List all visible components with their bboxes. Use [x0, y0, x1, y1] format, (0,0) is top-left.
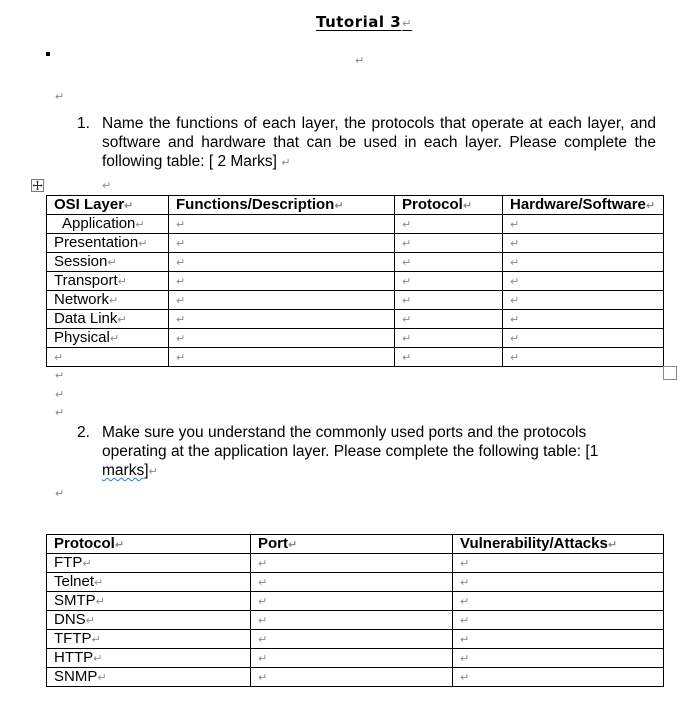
table-cell[interactable] — [169, 348, 395, 367]
paragraph-mark: ↵ — [148, 465, 158, 478]
table-cell[interactable] — [169, 215, 395, 234]
cell-mark: ↵ — [510, 351, 520, 364]
table-row — [47, 253, 664, 272]
cell-mark: ↵ — [176, 294, 186, 307]
cell-mark: ↵ — [114, 538, 125, 551]
cell-mark: ↵ — [288, 538, 298, 551]
cell-mark: ↵ — [94, 576, 104, 589]
table-cell[interactable]: Telnet↵ — [47, 573, 251, 592]
cell-mark: ↵ — [97, 671, 107, 684]
cell-mark: ↵ — [117, 313, 127, 326]
header-cell[interactable]: Functions/Description↵ — [169, 196, 395, 215]
cell-mark: ↵ — [258, 614, 268, 627]
table-cell[interactable]: SNMP↵ — [47, 668, 251, 687]
table-cell[interactable] — [503, 272, 664, 291]
cell-mark: ↵ — [402, 218, 412, 231]
table-cell[interactable] — [47, 348, 169, 367]
table-cell[interactable] — [251, 554, 453, 573]
table-cell[interactable]: Transport↵ — [47, 272, 169, 291]
cell-mark: ↵ — [135, 218, 145, 231]
table-cell[interactable]: Presentation↵ — [47, 234, 169, 253]
table-row — [47, 630, 664, 649]
table-cell[interactable]: Application↵ — [47, 215, 169, 234]
cell-mark: ↵ — [109, 294, 119, 307]
table-cell[interactable] — [503, 310, 664, 329]
table-cell[interactable] — [395, 329, 503, 348]
cell-mark: ↵ — [460, 633, 470, 646]
table-cell[interactable] — [251, 630, 453, 649]
paragraph-mark: ↵ — [281, 156, 291, 169]
cell-mark: ↵ — [258, 557, 268, 570]
cell-mark: ↵ — [460, 595, 470, 608]
table-cell[interactable]: DNS↵ — [47, 611, 251, 630]
table-row — [47, 573, 664, 592]
cell-mark: ↵ — [402, 275, 412, 288]
cell-mark: ↵ — [117, 275, 127, 288]
cell-mark: ↵ — [402, 256, 412, 269]
table-cell[interactable] — [503, 215, 664, 234]
paragraph-mark: ↵ — [55, 369, 65, 382]
cell-mark: ↵ — [607, 538, 618, 551]
cell-mark: ↵ — [402, 351, 412, 364]
table-cell[interactable] — [453, 573, 664, 592]
question-1-text[interactable]: Name the functions of each layer, the protocols that operate at each layer, and software and hardware that can be used in each layer. Please complete the following table: [ 2 Marks] ↵ — [102, 115, 656, 170]
cell-mark: ↵ — [109, 332, 120, 345]
header-cell[interactable]: Protocol↵ — [395, 196, 503, 215]
cell-mark: ↵ — [402, 294, 412, 307]
table-row — [47, 329, 664, 348]
table-cell[interactable] — [503, 329, 664, 348]
table-cell[interactable] — [169, 329, 395, 348]
cell-mark: ↵ — [462, 199, 473, 212]
cell-mark: ↵ — [91, 633, 101, 646]
table-cell[interactable] — [453, 630, 664, 649]
cell-mark: ↵ — [402, 237, 412, 250]
cell-mark: ↵ — [460, 557, 470, 570]
question-2-number: 2. — [77, 424, 90, 441]
table-cell[interactable]: HTTP↵ — [47, 649, 251, 668]
cell-mark: ↵ — [510, 237, 520, 250]
cell-mark: ↵ — [334, 199, 344, 212]
table-cell[interactable] — [453, 668, 664, 687]
table-cell[interactable] — [251, 592, 453, 611]
cell-mark: ↵ — [258, 671, 268, 684]
cell-mark: ↵ — [138, 237, 148, 250]
table-cell[interactable]: Data Link↵ — [47, 310, 169, 329]
table-cell[interactable] — [251, 649, 453, 668]
header-cell[interactable]: Hardware/Software↵ — [503, 196, 664, 215]
table-row — [47, 554, 664, 573]
table-cell[interactable] — [169, 310, 395, 329]
cell-mark: ↵ — [510, 256, 520, 269]
cell-mark: ↵ — [402, 313, 412, 326]
cell-mark: ↵ — [176, 256, 186, 269]
table-cell[interactable] — [453, 592, 664, 611]
cell-mark: ↵ — [460, 652, 470, 665]
paragraph-mark: ↵ — [55, 487, 65, 500]
table-cell[interactable] — [395, 272, 503, 291]
table-cell[interactable]: Network↵ — [47, 291, 169, 310]
table-cell[interactable] — [453, 649, 664, 668]
cell-mark: ↵ — [510, 275, 520, 288]
cell-mark: ↵ — [460, 576, 470, 589]
table-row — [47, 592, 664, 611]
table-cell[interactable]: SMTP↵ — [47, 592, 251, 611]
table-row — [47, 291, 664, 310]
table-cell[interactable] — [503, 253, 664, 272]
cell-mark: ↵ — [402, 332, 412, 345]
cell-mark: ↵ — [176, 351, 186, 364]
table-row — [47, 649, 664, 668]
table-cell[interactable] — [251, 573, 453, 592]
paragraph-mark: ↵ — [55, 406, 65, 419]
header-cell[interactable]: Port↵ — [251, 535, 453, 554]
ports-table — [46, 534, 664, 687]
table-cell[interactable] — [503, 234, 664, 253]
table-row — [47, 215, 664, 234]
cell-mark: ↵ — [510, 313, 520, 326]
table-cell[interactable] — [395, 215, 503, 234]
table-row — [47, 272, 664, 291]
bullet-dot — [46, 52, 50, 56]
cell-mark: ↵ — [107, 256, 117, 269]
table-cell[interactable] — [395, 348, 503, 367]
table-row — [47, 348, 664, 367]
paragraph-mark: ↵ — [402, 17, 412, 30]
header-cell[interactable]: Protocol↵ — [47, 535, 251, 554]
cell-mark: ↵ — [176, 218, 186, 231]
cell-mark: ↵ — [95, 595, 105, 608]
cell-mark: ↵ — [645, 199, 656, 212]
question-2-text[interactable]: Make sure you understand the commonly used ports and the protocols operating at the application layer. Please complete the following table: [1 marks]↵ — [102, 424, 599, 479]
table-cell[interactable]: Session↵ — [47, 253, 169, 272]
paragraph-mark: ↵ — [355, 54, 365, 67]
table-row — [47, 611, 664, 630]
table-header-row — [47, 535, 664, 554]
cell-mark: ↵ — [85, 614, 95, 627]
cell-mark: ↵ — [176, 237, 186, 250]
document-title: Tutorial 3↵ — [316, 13, 412, 31]
grammar-squiggle: marks] — [102, 462, 149, 479]
cell-mark: ↵ — [176, 332, 186, 345]
table-cell[interactable] — [453, 611, 664, 630]
cell-mark: ↵ — [93, 652, 103, 665]
table-row — [47, 310, 664, 329]
header-cell[interactable]: OSI Layer↵ — [47, 196, 169, 215]
cell-mark: ↵ — [510, 294, 520, 307]
cell-mark: ↵ — [176, 313, 186, 326]
table-cell[interactable] — [169, 272, 395, 291]
cell-mark: ↵ — [124, 199, 134, 212]
osi-layer-table — [46, 195, 664, 367]
cell-mark: ↵ — [82, 557, 92, 570]
paragraph-mark: ↵ — [55, 388, 65, 401]
cell-mark: ↵ — [510, 332, 520, 345]
table-row — [47, 668, 664, 687]
table-header-row — [47, 196, 664, 215]
cell-mark: ↵ — [54, 351, 64, 364]
cell-mark: ↵ — [258, 633, 268, 646]
cell-mark: ↵ — [258, 576, 268, 589]
table-cell[interactable]: TFTP↵ — [47, 630, 251, 649]
cell-mark: ↵ — [176, 275, 186, 288]
paragraph-mark: ↵ — [55, 90, 65, 103]
table-cell[interactable] — [251, 611, 453, 630]
table-move-handle-icon[interactable] — [31, 179, 44, 192]
table-cell[interactable] — [169, 291, 395, 310]
cell-mark: ↵ — [460, 671, 470, 684]
table-cell[interactable] — [395, 310, 503, 329]
table-cell[interactable] — [453, 554, 664, 573]
table-row — [47, 234, 664, 253]
table-cell[interactable] — [503, 348, 664, 367]
header-cell[interactable]: Vulnerability/Attacks↵ — [453, 535, 664, 554]
table-cell[interactable] — [503, 291, 664, 310]
table-cell[interactable]: FTP↵ — [47, 554, 251, 573]
paragraph-mark: ↵ — [102, 179, 112, 192]
cell-mark: ↵ — [258, 595, 268, 608]
table-cell[interactable] — [395, 253, 503, 272]
table-cell[interactable]: Physical↵ — [47, 329, 169, 348]
table-cell[interactable] — [395, 234, 503, 253]
table-resize-handle[interactable] — [663, 366, 677, 380]
table-cell[interactable] — [169, 234, 395, 253]
table-cell[interactable] — [395, 291, 503, 310]
table-cell[interactable] — [251, 668, 453, 687]
table-cell[interactable] — [169, 253, 395, 272]
question-1-number: 1. — [77, 115, 90, 132]
cell-mark: ↵ — [510, 218, 520, 231]
cell-mark: ↵ — [258, 652, 268, 665]
cell-mark: ↵ — [460, 614, 470, 627]
